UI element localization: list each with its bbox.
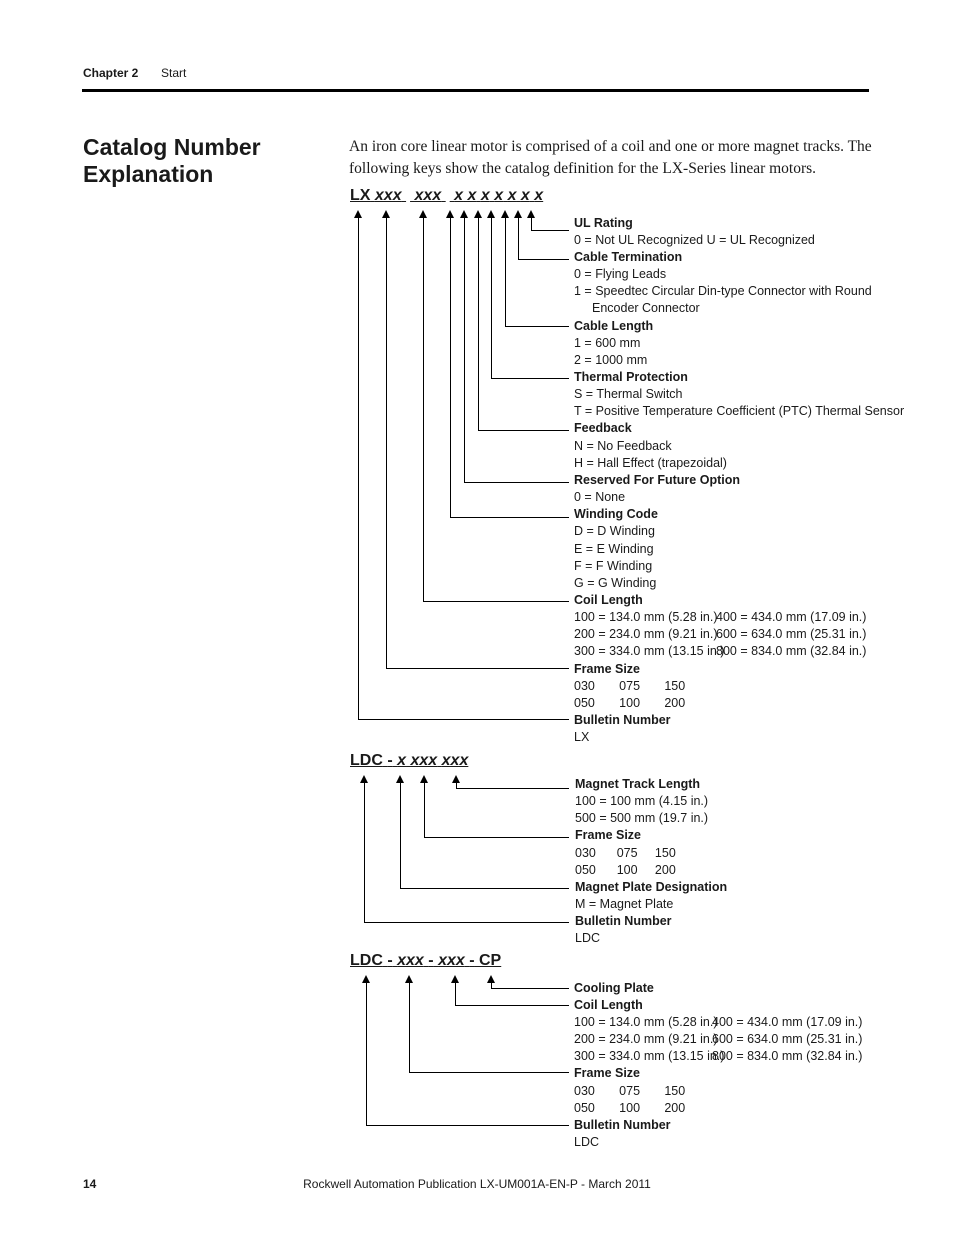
- field-value: 300 = 334.0 mm (13.15 in.): [574, 1049, 725, 1063]
- lx-connector-2-vertical-line: [505, 216, 506, 326]
- ldc-magnet-connector-1-vertical-line: [424, 781, 425, 837]
- lx-connector-3-arrowhead: [487, 210, 495, 218]
- field-label-cable-length: Cable Length: [574, 319, 654, 333]
- lx-connector-5-horizontal-line: [464, 482, 569, 483]
- code-field: xxx: [414, 187, 442, 204]
- code-separator: -: [428, 952, 434, 969]
- field-label-reserved: Reserved For Future Option: [574, 473, 740, 487]
- field-label-ul-rating: UL Rating: [574, 216, 633, 230]
- lx-connector-3-vertical-line: [491, 216, 492, 378]
- field-value: LDC: [574, 1135, 600, 1149]
- lx-connector-4-vertical-line: [478, 216, 479, 430]
- field-label-feedback: Feedback: [574, 421, 632, 435]
- field-label-magnet-plate-designation: Magnet Plate Designation: [575, 880, 728, 894]
- field-label-frame-size: Frame Size: [575, 828, 642, 842]
- ldc-cp-connector-3-arrowhead: [362, 975, 370, 983]
- field-label-magnet-track-length: Magnet Track Length: [575, 777, 701, 791]
- field-value: 050 100 200: [575, 863, 676, 877]
- code-field: xxx: [441, 752, 469, 769]
- code-field: xxx: [397, 952, 424, 969]
- field-value: H = Hall Effect (trapezoidal): [574, 456, 727, 470]
- field-label-bulletin-number: Bulletin Number: [575, 914, 672, 928]
- code-field: x: [507, 187, 517, 204]
- ldc-cp-connector-0-horizontal-line: [491, 988, 569, 989]
- field-value: G = G Winding: [574, 576, 657, 590]
- field-value: T = Positive Temperature Coefficient (PTC) Thermal Sensor: [574, 404, 905, 418]
- field-value: Encoder Connector: [592, 301, 700, 315]
- page-number: 14: [83, 1177, 97, 1191]
- field-value: 0 = Not UL Recognized U = UL Recognized: [574, 233, 815, 247]
- ldc-cp-connector-3-vertical-line: [366, 981, 367, 1125]
- lx-connector-2-horizontal-line: [505, 326, 569, 327]
- field-value: F = F Winding: [574, 559, 653, 573]
- field-value: 800 = 834.0 mm (32.84 in.): [716, 644, 867, 658]
- lx-connector-9-arrowhead: [354, 210, 362, 218]
- field-label-cable-termination: Cable Termination: [574, 250, 683, 264]
- header-rule: [82, 89, 869, 92]
- field-value: 500 = 500 mm (19.7 in.): [575, 811, 709, 825]
- lx-connector-1-vertical-line: [518, 216, 519, 259]
- ldc-magnet-connector-2-arrowhead: [396, 775, 404, 783]
- lx-connector-0-vertical-line: [531, 216, 532, 230]
- lx-connector-2-arrowhead: [501, 210, 509, 218]
- lx-connector-8-arrowhead: [382, 210, 390, 218]
- lx-connector-1-arrowhead: [514, 210, 522, 218]
- lx-connector-7-arrowhead: [419, 210, 427, 218]
- field-label-frame-size: Frame Size: [574, 662, 641, 676]
- ldc-cp-connector-1-vertical-line: [455, 981, 456, 1005]
- ldc-magnet-connector-1-horizontal-line: [424, 837, 569, 838]
- ldc-magnet-connector-0-horizontal-line: [456, 788, 569, 789]
- ldc-magnet-connector-1-arrowhead: [420, 775, 428, 783]
- lx-connector-8-vertical-line: [386, 216, 387, 668]
- field-value: 030 075 150: [574, 1084, 686, 1098]
- ldc-cp-connector-3-horizontal-line: [366, 1125, 569, 1126]
- lx-connector-4-horizontal-line: [478, 430, 569, 431]
- lx-connector-6-arrowhead: [446, 210, 454, 218]
- lx-connector-5-vertical-line: [464, 216, 465, 482]
- field-value: 050 100 200: [574, 696, 686, 710]
- field-value: 400 = 434.0 mm (17.09 in.): [716, 610, 867, 624]
- code-field: x: [534, 187, 544, 204]
- field-value: LDC: [575, 931, 601, 945]
- field-label-winding-code: Winding Code: [574, 507, 658, 521]
- ldc-cp-connector-2-arrowhead: [405, 975, 413, 983]
- code-prefix: LDC: [350, 752, 383, 769]
- field-label-bulletin-number: Bulletin Number: [574, 1118, 671, 1132]
- field-value: 100 = 134.0 mm (5.28 in.): [574, 1015, 718, 1029]
- code-suffix: CP: [479, 952, 502, 969]
- page-title: Catalog Number Explanation: [83, 134, 261, 187]
- lx-connector-8-horizontal-line: [386, 668, 569, 669]
- field-value: 2 = 1000 mm: [574, 353, 648, 367]
- code-prefix: LX: [350, 187, 371, 204]
- field-value: 300 = 334.0 mm (13.15 in.): [574, 644, 725, 658]
- lx-connector-4-arrowhead: [474, 210, 482, 218]
- field-value: E = E Winding: [574, 542, 654, 556]
- lx-connector-1-horizontal-line: [518, 259, 569, 260]
- code-separator: -: [469, 952, 475, 969]
- code-field: x: [454, 187, 464, 204]
- lx-connector-0-horizontal-line: [531, 230, 569, 231]
- code-field: x: [494, 187, 504, 204]
- field-value: LX: [574, 730, 590, 744]
- field-value: 1 = Speedtec Circular Din-type Connector with Round: [574, 284, 872, 298]
- field-value: 100 = 134.0 mm (5.28 in.): [574, 610, 718, 624]
- field-value: 800 = 834.0 mm (32.84 in.): [712, 1049, 863, 1063]
- lx-connector-9-horizontal-line: [358, 719, 569, 720]
- ldc-magnet-connector-3-vertical-line: [364, 781, 365, 922]
- field-value: S = Thermal Switch: [574, 387, 683, 401]
- lx-connector-7-vertical-line: [423, 216, 424, 601]
- lx-connector-3-horizontal-line: [491, 378, 569, 379]
- publication-info: Rockwell Automation Publication LX-UM001A-EN-P - March 2011: [303, 1177, 651, 1191]
- field-value: 200 = 234.0 mm (9.21 in.): [574, 1032, 718, 1046]
- field-value: D = D Winding: [574, 524, 655, 538]
- field-value: 600 = 634.0 mm (25.31 in.): [716, 627, 867, 641]
- ldc-cp-connector-2-vertical-line: [409, 981, 410, 1072]
- ldc-magnet-connector-2-horizontal-line: [400, 888, 569, 889]
- ldc-cp-connector-0-arrowhead: [487, 975, 495, 983]
- ldc-cp-catalog-code: [350, 952, 501, 972]
- field-value: 0 = Flying Leads: [574, 267, 667, 281]
- field-label-coil-length: Coil Length: [574, 593, 643, 607]
- field-label-thermal-protection: Thermal Protection: [574, 370, 688, 384]
- code-prefix: LDC: [350, 952, 383, 969]
- ldc-magnet-catalog-code: [350, 752, 468, 772]
- field-value: 0 = None: [574, 490, 626, 504]
- field-value: 400 = 434.0 mm (17.09 in.): [712, 1015, 863, 1029]
- field-label-bulletin-number: Bulletin Number: [574, 713, 671, 727]
- field-value: 050 100 200: [574, 1101, 686, 1115]
- code-field: xxx: [438, 952, 465, 969]
- lx-connector-9-vertical-line: [358, 216, 359, 719]
- ldc-magnet-connector-0-arrowhead: [452, 775, 460, 783]
- code-field: x: [467, 187, 477, 204]
- lx-connector-0-arrowhead: [527, 210, 535, 218]
- code-separator: -: [387, 952, 393, 969]
- field-label-cooling-plate: Cooling Plate: [574, 981, 654, 995]
- code-field: x: [397, 752, 407, 769]
- code-field: xxx: [410, 752, 438, 769]
- ldc-magnet-connector-3-arrowhead: [360, 775, 368, 783]
- code-field: x: [480, 187, 490, 204]
- ldc-cp-connector-2-horizontal-line: [409, 1072, 569, 1073]
- lx-catalog-code: [350, 187, 543, 207]
- field-value: 030 075 150: [575, 846, 676, 860]
- ldc-magnet-connector-2-vertical-line: [400, 781, 401, 888]
- field-value: 200 = 234.0 mm (9.21 in.): [574, 627, 718, 641]
- field-value: M = Magnet Plate: [575, 897, 674, 911]
- code-field: xxx: [374, 187, 402, 204]
- ldc-magnet-connector-3-horizontal-line: [364, 922, 569, 923]
- field-value: N = No Feedback: [574, 439, 672, 453]
- code-field: x: [520, 187, 530, 204]
- field-label-frame-size: Frame Size: [574, 1066, 641, 1080]
- field-value: 1 = 600 mm: [574, 336, 641, 350]
- section-label: Start: [161, 66, 187, 80]
- code-separator: -: [387, 752, 393, 769]
- chapter-label: Chapter 2: [83, 66, 139, 80]
- lx-connector-5-arrowhead: [460, 210, 468, 218]
- lx-connector-6-horizontal-line: [450, 517, 569, 518]
- lx-connector-6-vertical-line: [450, 216, 451, 517]
- field-value: 100 = 100 mm (4.15 in.): [575, 794, 709, 808]
- field-value: 600 = 634.0 mm (25.31 in.): [712, 1032, 863, 1046]
- ldc-cp-connector-1-arrowhead: [451, 975, 459, 983]
- field-label-coil-length: Coil Length: [574, 998, 643, 1012]
- ldc-cp-connector-1-horizontal-line: [455, 1005, 569, 1006]
- intro-paragraph: An iron core linear motor is comprised of a coil and one or more magnet tracks. The following keys show the catalog definition for the LX-Series linear motors.: [349, 138, 872, 177]
- field-value: 030 075 150: [574, 679, 686, 693]
- lx-connector-7-horizontal-line: [423, 601, 569, 602]
